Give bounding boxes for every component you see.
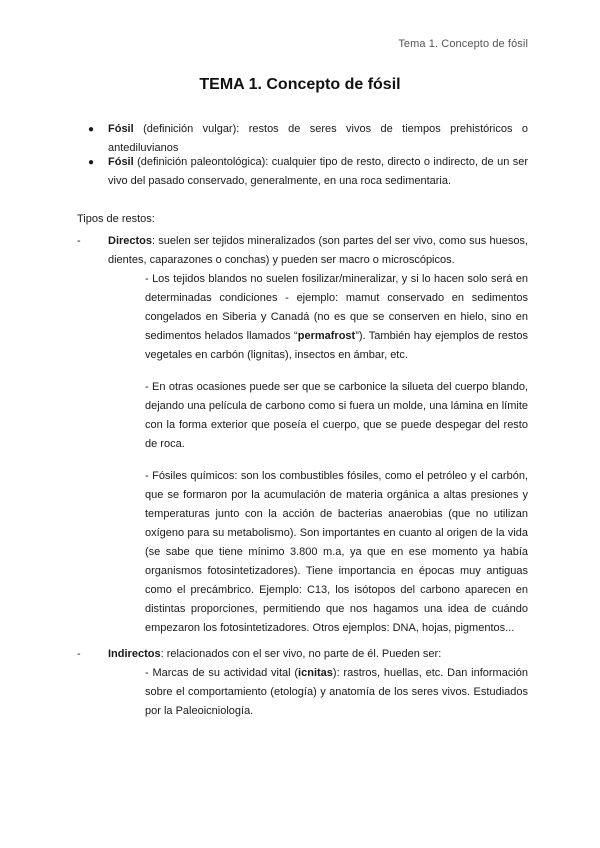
page-title: TEMA 1. Concepto de fósil	[199, 76, 401, 93]
running-header: Tema 1. Concepto de fósil	[398, 38, 528, 50]
definition-term: Fósil	[108, 123, 134, 135]
permafrost-term: permafrost	[297, 330, 356, 342]
definition-text: (definición paleontológica): cualquier tipo de resto, directo o indirecto, de un ser vivo del pasado conservado, generalmente, en una roca sedimentaria.	[108, 156, 528, 187]
list-dash: -	[77, 648, 81, 660]
bullet-icon: ●	[88, 157, 95, 168]
icnitas-term: icnitas	[298, 667, 333, 679]
direct-item-chemical-fossils: - Fósiles químicos: son los combustibles fósiles, como el petróleo y el carbón, que se formaron por la acumulación de materia orgánica a altas presiones y temperaturas junto con la acción de bacterias anaerobias (que no utilizan oxígeno para su metabolismo). Son importantes en cuanto al origen de la vida (se sabe que tiene mínimo 3.800 m.a, ya que en ese momento ya había organismos fotosintetizadores). Tiene importancia en épocas muy antiguas como el precámbrico. Ejemplo: C13, los isótopos del carbono aparecen en distintas proporciones, permitiendo que nos hagamos una idea de cuándo empezaron los fotosintetizadores. Otros ejemplos: DNA, hojas, pigmentos...	[145, 470, 528, 634]
types-heading: Tipos de restos:	[77, 213, 155, 225]
direct-text: : suelen ser tejidos mineralizados (son partes del ser vivo, como sus huesos, dientes, caparazones o conchas) y pueden ser macro o microscópicos.	[108, 235, 528, 266]
definition-term: Fósil	[108, 156, 134, 168]
indirect-remains	[108, 645, 528, 664]
indirect-text: : relacionados con el ser vivo, no parte de él. Pueden ser:	[160, 648, 442, 660]
direct-item-soft-tissue: - Los tejidos blandos no suelen fosilizar/mineralizar, y si lo hacen solo será en determinadas condiciones - ejemplo: mamut conservado en sedimentos congelados en Siberia y Canadá (no es que se conserven en hielo, sino en sedimentos helados llamados “permafrost”). También hay ejemplos de restos vegetales en carbón (lignitas), insectos en ámbar, etc.	[145, 273, 528, 361]
direct-remains	[108, 232, 528, 270]
definition-paleontological	[88, 153, 528, 191]
definition-text: (definición vulgar): restos de seres vivos de tiempos prehistóricos o antediluvianos	[108, 123, 528, 154]
list-dash: -	[77, 235, 81, 247]
bullet-icon: ●	[88, 124, 95, 135]
direct-term: Directos	[108, 235, 153, 247]
indirect-term: Indirectos	[108, 648, 161, 660]
direct-item-carbonization: - En otras ocasiones puede ser que se carbonice la silueta del cuerpo blando, dejando una película de carbono como si fuera un molde, una lámina en límite con la forma exterior que poseía el cuerpo, que se puede despegar del resto de roca.	[145, 381, 528, 450]
indirect-item-ichnites: - Marcas de su actividad vital (icnitas): rastros, huellas, etc. Dan información sobre el comportamiento (etología) y anatomía de los seres vivos. Estudiados por la Paleoicniología.	[145, 667, 528, 717]
